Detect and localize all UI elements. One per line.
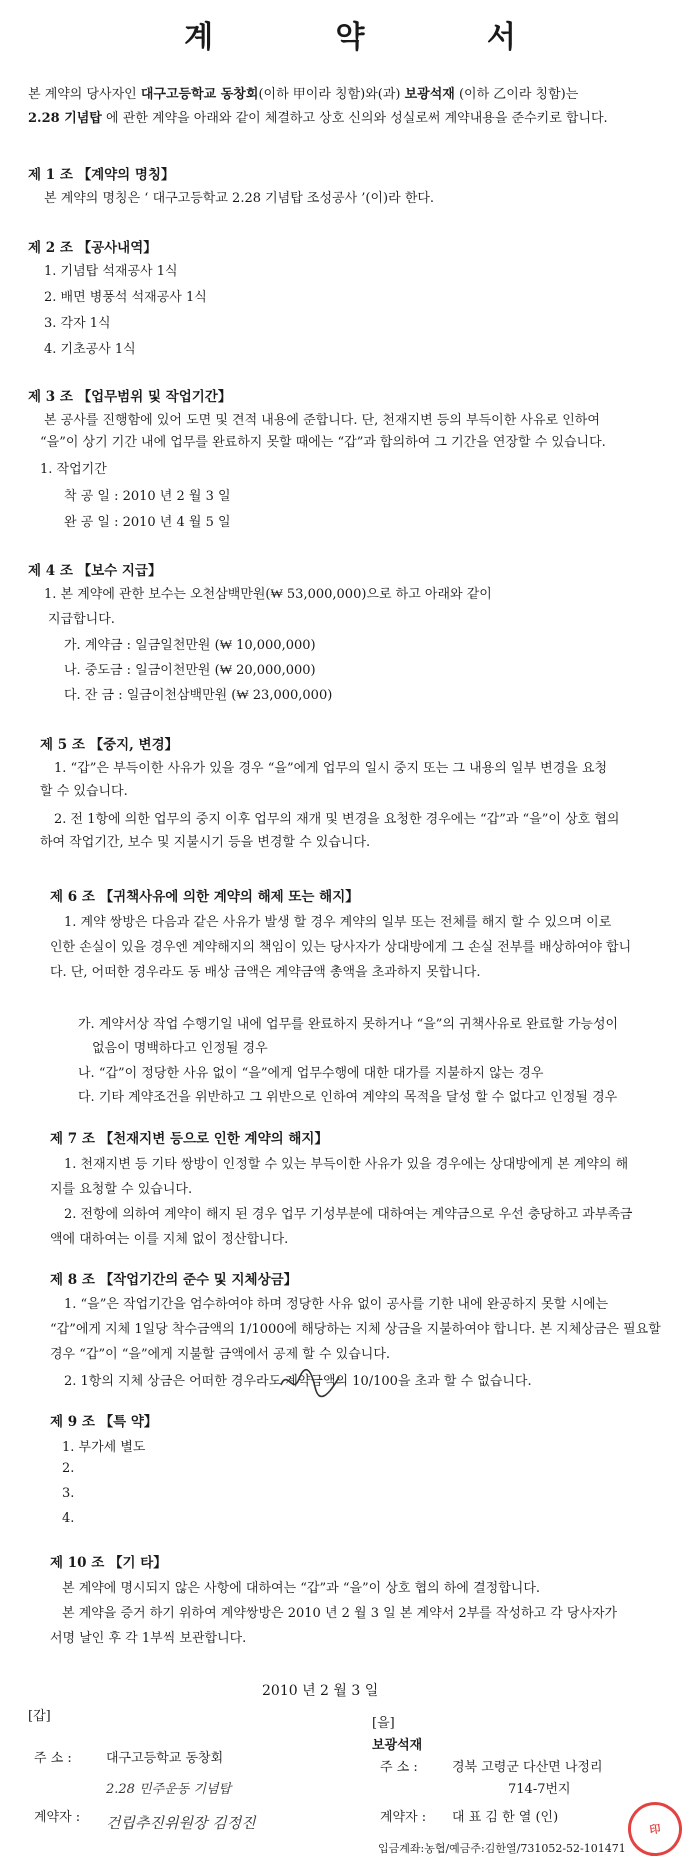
- payment-balance: 다. 잔 금 : 일금이천삼백만원 (₩ 23,000,000): [64, 688, 333, 703]
- article-4-header: 제 4 조 【보수 지급】: [28, 563, 162, 579]
- list-item: 1. 부가세 별도: [62, 1440, 146, 1455]
- party-b-label: [을]: [372, 1716, 395, 1731]
- party-b-contractor-label: 계약자 :: [380, 1810, 427, 1825]
- article-3-header: 제 3 조 【업무범위 및 작업기간】: [28, 389, 232, 405]
- article-10-text: 본 계약을 증거 하기 위하여 계약쌍방은 2010 년 2 월 3 일 본 계약서 2부를 작성하고 각 당사자가: [62, 1606, 618, 1621]
- article-10-text: 본 계약에 명시되지 않은 사항에 대하여는 “갑”과 “을”이 상호 협의 하에 결정합니다.: [62, 1581, 541, 1596]
- article-6-item: 나. “갑”이 정당한 사유 없이 “을”에게 업무수행에 대한 대가를 지불하지 않는 경우: [78, 1066, 544, 1081]
- intro-line-1: [28, 83, 578, 102]
- article-1-text: 본 계약의 명칭은 ‘ 대구고등학교 2.28 기념탑 조성공사 ’(이)라 한다.: [44, 191, 435, 206]
- list-item: 4.: [62, 1511, 75, 1526]
- payment-interim: 나. 중도금 : 일금이천만원 (₩ 20,000,000): [64, 663, 316, 678]
- article-5-text: 할 수 있습니다.: [40, 784, 128, 799]
- article-5-text: 하여 작업기간, 보수 및 지불시기 등을 변경할 수 있습니다.: [40, 835, 371, 850]
- document-title: 계 약 서: [184, 20, 572, 55]
- intro-text: (이하 乙이라 칭함)는: [458, 87, 579, 102]
- article-7-text: 지를 요청할 수 있습니다.: [50, 1182, 193, 1197]
- contract-date: 2010 년 2 월 3 일: [262, 1683, 379, 1699]
- start-date: 착 공 일 : 2010 년 2 월 3 일: [64, 489, 231, 504]
- party-b-address-label: 주 소 :: [380, 1760, 418, 1775]
- party-b-contractor: 대 표 김 한 열 (인): [452, 1810, 559, 1825]
- article-6-item: 가. 계약서상 작업 수행기일 내에 업무를 완료하지 못하거나 “을”의 귀책사유로 완료할 가능성이: [78, 1017, 619, 1032]
- list-item: 2.: [62, 1461, 75, 1476]
- list-item: 3. 각자 1식: [44, 316, 111, 331]
- article-8-text: 2. 1항의 지체 상금은 어떠한 경우라도 계약금액의 10/100을 초과 할 수 없습니다.: [64, 1374, 532, 1389]
- list-item: 4. 기초공사 1식: [44, 342, 136, 357]
- article-8-text: 경우 “갑”이 “을”에게 지불할 금액에서 공제 할 수 있습니다.: [50, 1347, 391, 1362]
- article-4-text: 지급합니다.: [48, 612, 115, 627]
- article-10-text: 서명 날인 후 각 1부씩 보관합니다.: [50, 1631, 247, 1646]
- article-8-header: 제 8 조 【작업기간의 준수 및 지체상금】: [50, 1272, 298, 1288]
- intro-line-2: [28, 107, 608, 126]
- contract-subject: 2.28 기념탑: [28, 111, 102, 126]
- article-3-text: “을”이 상기 기간 내에 업무를 완료하지 못할 때에는 “갑”과 합의하여 그 기간을 연장할 수 있습니다.: [40, 435, 606, 450]
- article-6-text: 1. 계약 쌍방은 다음과 같은 사유가 발생 할 경우 계약의 일부 또는 전체를 해지 할 수 있으며 이로: [64, 915, 612, 930]
- article-8-text: “갑”에게 지체 1일당 착수금액의 1/1000에 해당하는 지체 상금을 지불하여야 합니다. 본 지체상금은 필요할: [50, 1322, 661, 1337]
- intro-text: 본 계약의 당사자인: [28, 87, 137, 102]
- article-5-text: 1. “갑”은 부득이한 사유가 있을 경우 “을”에게 업무의 일시 중지 또는 그 내용의 일부 변경을 요청: [54, 761, 608, 776]
- party-b-bank-account: 입금계좌:농협/예금주:김한열/731052-52-101471: [378, 1842, 626, 1855]
- article-5-text: 2. 전 1항에 의한 업무의 중지 이후 업무의 재개 및 변경을 요청한 경우에는 “갑”과 “을”이 상호 협의: [54, 812, 620, 827]
- article-1-header: 제 1 조 【계약의 명칭】: [28, 167, 175, 183]
- article-3-text: 본 공사를 진행함에 있어 도면 및 견적 내용에 준합니다. 단, 천재지변 등의 부득이한 사유로 인하여: [44, 413, 600, 428]
- work-period-label: 1. 작업기간: [40, 462, 107, 477]
- party-b-name: 보광석재: [404, 87, 455, 102]
- article-6-item: 다. 기타 계약조건을 위반하고 그 위반으로 인하여 계약의 목적을 달성 할 수 없다고 인정될 경우: [78, 1090, 618, 1105]
- article-7-text: 2. 전항에 의하여 계약이 해지 된 경우 업무 기성부분에 대하여는 계약금으로 우선 충당하고 과부족금: [64, 1207, 633, 1222]
- article-5-header: 제 5 조 【중지, 변경】: [40, 737, 179, 753]
- list-item: 2. 배면 병풍석 석재공사 1식: [44, 290, 207, 305]
- party-b-address-2: 714-7번지: [508, 1782, 571, 1797]
- party-a-label: [갑]: [28, 1709, 51, 1724]
- intro-text: (이하 甲이라 칭함)와(과): [258, 87, 401, 102]
- article-6-item: 없음이 명백하다고 인정될 경우: [92, 1041, 268, 1056]
- article-9-header: 제 9 조 【특 약】: [50, 1414, 158, 1430]
- article-7-text: 액에 대하여는 이를 지체 없이 정산합니다.: [50, 1232, 289, 1247]
- article-4-text: 1. 본 계약에 관한 보수는 오천삼백만원(₩ 53,000,000)으로 하고 아래와 같이: [44, 587, 492, 602]
- party-a-address-label: 주 소 :: [34, 1751, 72, 1766]
- party-a-address: 대구고등학교 동창회: [106, 1751, 224, 1766]
- article-8-text: 1. “을”은 작업기간을 엄수하여야 하며 정당한 사유 없이 공사를 기한 내에 완공하지 못할 시에는: [64, 1297, 609, 1312]
- payment-deposit: 가. 계약금 : 일금일천만원 (₩ 10,000,000): [64, 638, 316, 653]
- article-6-text: 인한 손실이 있을 경우엔 계약해지의 책임이 있는 당사자가 상대방에게 그 손실 전부를 배상하여야 합니: [50, 940, 632, 955]
- list-item: 1. 기념탑 석재공사 1식: [44, 264, 178, 279]
- initial-scribble: [275, 1365, 345, 1399]
- party-a-name: 대구고등학교 동창회: [140, 87, 259, 102]
- party-a-signature-line-2: 건립추진위원장 김정진: [106, 1814, 256, 1832]
- end-date: 완 공 일 : 2010 년 4 월 5 일: [64, 515, 231, 530]
- article-10-header: 제 10 조 【기 타】: [50, 1555, 167, 1571]
- article-7-header: 제 7 조 【천재지변 등으로 인한 계약의 해지】: [50, 1131, 328, 1147]
- party-b-address-1: 경북 고령군 다산면 나정리: [452, 1760, 603, 1775]
- list-item: 3.: [62, 1486, 75, 1501]
- intro-text: 에 관한 계약을 아래와 같이 체결하고 상호 신의와 성실로써 계약내용을 준수키로 합니다.: [106, 111, 608, 126]
- party-a-signature-line-1: 2.28 민주운동 기념탑: [106, 1782, 232, 1797]
- article-2-header: 제 2 조 【공사내역】: [28, 240, 157, 256]
- party-b-name: 보광석재: [372, 1738, 423, 1753]
- article-7-text: 1. 천재지변 등 기타 쌍방이 인정할 수 있는 부득이한 사유가 있을 경우에는 상대방에게 본 계약의 해: [64, 1157, 629, 1172]
- article-6-header: 제 6 조 【귀책사유에 의한 계약의 해제 또는 해지】: [50, 889, 359, 905]
- article-6-text: 다. 단, 어떠한 경우라도 동 배상 금액은 계약금액 총액을 초과하지 못합니다.: [50, 965, 481, 980]
- party-a-contractor-label: 계약자 :: [34, 1810, 81, 1825]
- seal-stamp: 印: [625, 1799, 686, 1860]
